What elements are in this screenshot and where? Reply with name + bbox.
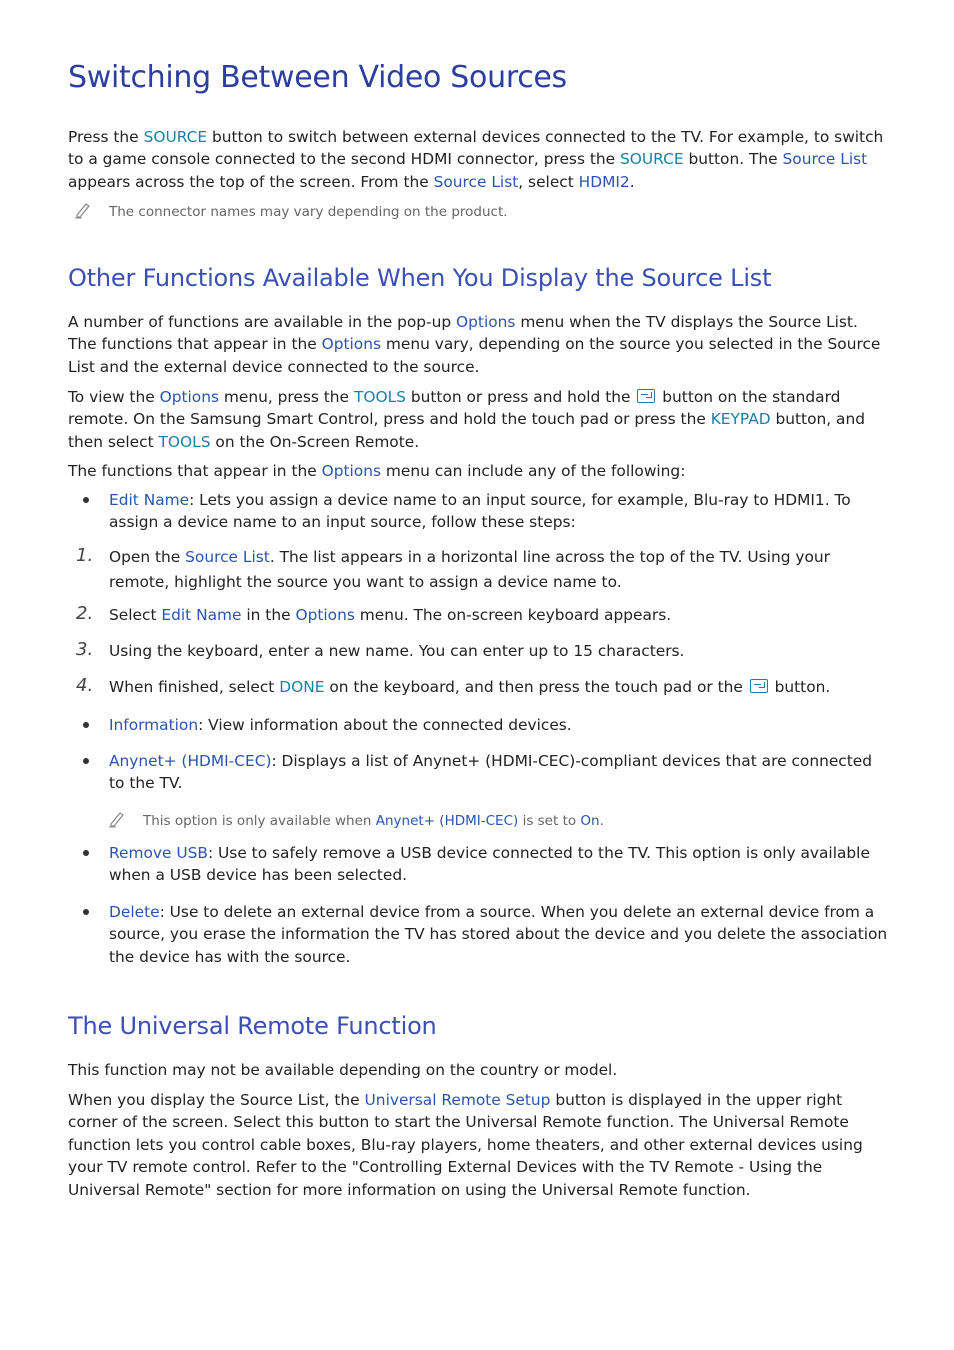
text: When finished, select	[109, 678, 280, 696]
keyword-remove-usb: Remove USB	[109, 844, 208, 862]
text: : Lets you assign a device name to an input source, for example, Blu-ray to HDMI1. To assign a device name to an input source, follow these steps:	[109, 491, 851, 532]
text: button or press and hold the	[405, 388, 636, 406]
keyword-options: Options	[159, 388, 219, 406]
list-item-edit-name	[109, 489, 889, 534]
step-number: 2.	[76, 603, 94, 624]
text: menu vary, depending on the source you selected in the Source List and the external device connected to the source.	[68, 335, 881, 376]
bullet-icon	[83, 909, 89, 915]
text: button is displayed in the upper right corner of the screen. Select this button to start the Universal Remote function. The Universal Remote function lets you control cable boxes, Blu-ray players, home theaters, and other external devices using your TV remote control. Refer to the "Controlling External Devices with the TV Remote - Using the Universal Remote" section for more information on using the Universal Remote function.	[68, 1091, 863, 1199]
anynet-note	[143, 812, 604, 830]
enter-button-icon	[750, 679, 768, 693]
enter-button-icon	[637, 389, 655, 403]
text: When you display the Source List, the	[68, 1091, 365, 1109]
keyword-source-list: Source List	[433, 172, 519, 191]
intro-paragraph	[68, 126, 888, 193]
keyword-source-list: Source List	[185, 548, 270, 566]
text: .	[629, 172, 635, 191]
keyword-options: Options	[295, 606, 355, 624]
keyword-options: Options	[456, 313, 516, 331]
text: : Displays a list of Anynet+ (HDMI-CEC)-compliant devices that are connected to the TV.	[109, 752, 873, 793]
keyword-options: Options	[321, 335, 381, 354]
step-item	[109, 640, 889, 662]
keyword-source-list: Source List	[782, 150, 868, 169]
text: appears across the top of the screen. From the	[68, 172, 434, 191]
keyword-source: SOURCE	[620, 150, 684, 169]
text: in the	[241, 606, 296, 624]
keyword-universal-remote-setup: Universal Remote Setup	[364, 1091, 551, 1109]
keyword-on: On	[580, 813, 600, 829]
text: menu when the TV displays the Source List. The functions that appear in the	[68, 313, 858, 354]
text: .	[599, 813, 604, 829]
list-item-remove-usb	[109, 842, 889, 887]
keyword-tools: TOOLS	[158, 432, 211, 451]
keyword-edit-name: Edit Name	[109, 491, 190, 509]
text: is set to	[518, 813, 581, 829]
step-number: 1.	[76, 545, 94, 566]
text: A number of functions are available in the pop-up	[68, 313, 457, 331]
keyword-keypad: KEYPAD	[710, 410, 771, 429]
section2-paragraph-3	[68, 460, 888, 482]
keyword-source: SOURCE	[143, 128, 208, 146]
text: . The list appears in a horizontal line across the top of the TV. Using your remote, highlight the source you want to assign a device name to.	[109, 548, 830, 591]
text: : Use to delete an external device from a source. When you delete an external device from a source, you erase the information the TV has stored about the device and you delete the association the device has with the source.	[109, 903, 888, 966]
step-number: 4.	[76, 675, 94, 696]
text: button. The	[683, 150, 783, 169]
keyword-edit-name: Edit Name	[161, 606, 242, 624]
text: : Use to safely remove a USB device connected to the TV. This option is only available when a USB device has been selected.	[109, 844, 870, 885]
section2-paragraph-1	[68, 311, 888, 378]
text: Open the	[109, 548, 186, 566]
list-item-anynet	[109, 750, 889, 795]
list-item-information	[109, 714, 889, 736]
keyword-options: Options	[321, 462, 381, 480]
text: Select	[109, 606, 162, 624]
text: : View information about the connected devices.	[198, 716, 572, 734]
section3-paragraph-2	[68, 1089, 888, 1201]
keyword-hdmi2: HDMI2	[578, 172, 630, 191]
text: button.	[769, 678, 831, 696]
section-heading-other-functions: Other Functions Available When You Display the Source List	[68, 264, 772, 292]
step-item	[109, 604, 889, 626]
keyword-information: Information	[109, 716, 199, 734]
text: Press the	[68, 128, 144, 146]
text: button on the standard remote. On the Samsung Smart Control, press and hold the touch pad or press the	[68, 388, 841, 429]
intro-note: The connector names may vary depending on the product.	[109, 204, 508, 220]
text: on the keyboard, and then press the touch pad or the	[324, 678, 748, 696]
text: button, and then select	[68, 410, 866, 451]
pencil-icon	[74, 201, 92, 219]
text: This option is only available when	[143, 813, 376, 829]
text: menu. The on-screen keyboard appears.	[354, 606, 672, 624]
text: menu, press the	[218, 388, 354, 406]
section3-paragraph-1: This function may not be available depending on the country or model.	[68, 1061, 618, 1079]
page-title: Switching Between Video Sources	[68, 60, 567, 95]
text: on the On-Screen Remote.	[210, 432, 420, 451]
step-number: 3.	[76, 639, 94, 660]
pencil-icon	[108, 810, 126, 828]
bullet-icon	[83, 722, 89, 728]
keyword-anynet: Anynet+ (HDMI-CEC)	[375, 813, 519, 829]
text: Using the keyboard, enter a new name. You can enter up to 15 characters.	[109, 642, 685, 660]
step-item	[109, 676, 889, 698]
text: To view the	[68, 388, 160, 406]
keyword-delete: Delete	[109, 903, 160, 921]
keyword-anynet: Anynet+ (HDMI-CEC)	[109, 752, 272, 770]
text: The functions that appear in the	[68, 462, 322, 480]
bullet-icon	[83, 850, 89, 856]
step-item	[109, 545, 889, 595]
keyword-done: DONE	[279, 678, 325, 696]
bullet-icon	[83, 758, 89, 764]
section2-paragraph-2	[68, 386, 888, 453]
text: , select	[518, 172, 579, 191]
text: menu can include any of the following:	[381, 462, 686, 480]
list-item-delete	[109, 901, 889, 968]
section-heading-universal-remote: The Universal Remote Function	[68, 1012, 437, 1040]
bullet-icon	[83, 497, 89, 503]
keyword-tools: TOOLS	[353, 388, 406, 406]
text: button to switch between external devices connected to the TV. For example, to switch to a game console connected to the second HDMI connector, press the	[68, 128, 884, 169]
